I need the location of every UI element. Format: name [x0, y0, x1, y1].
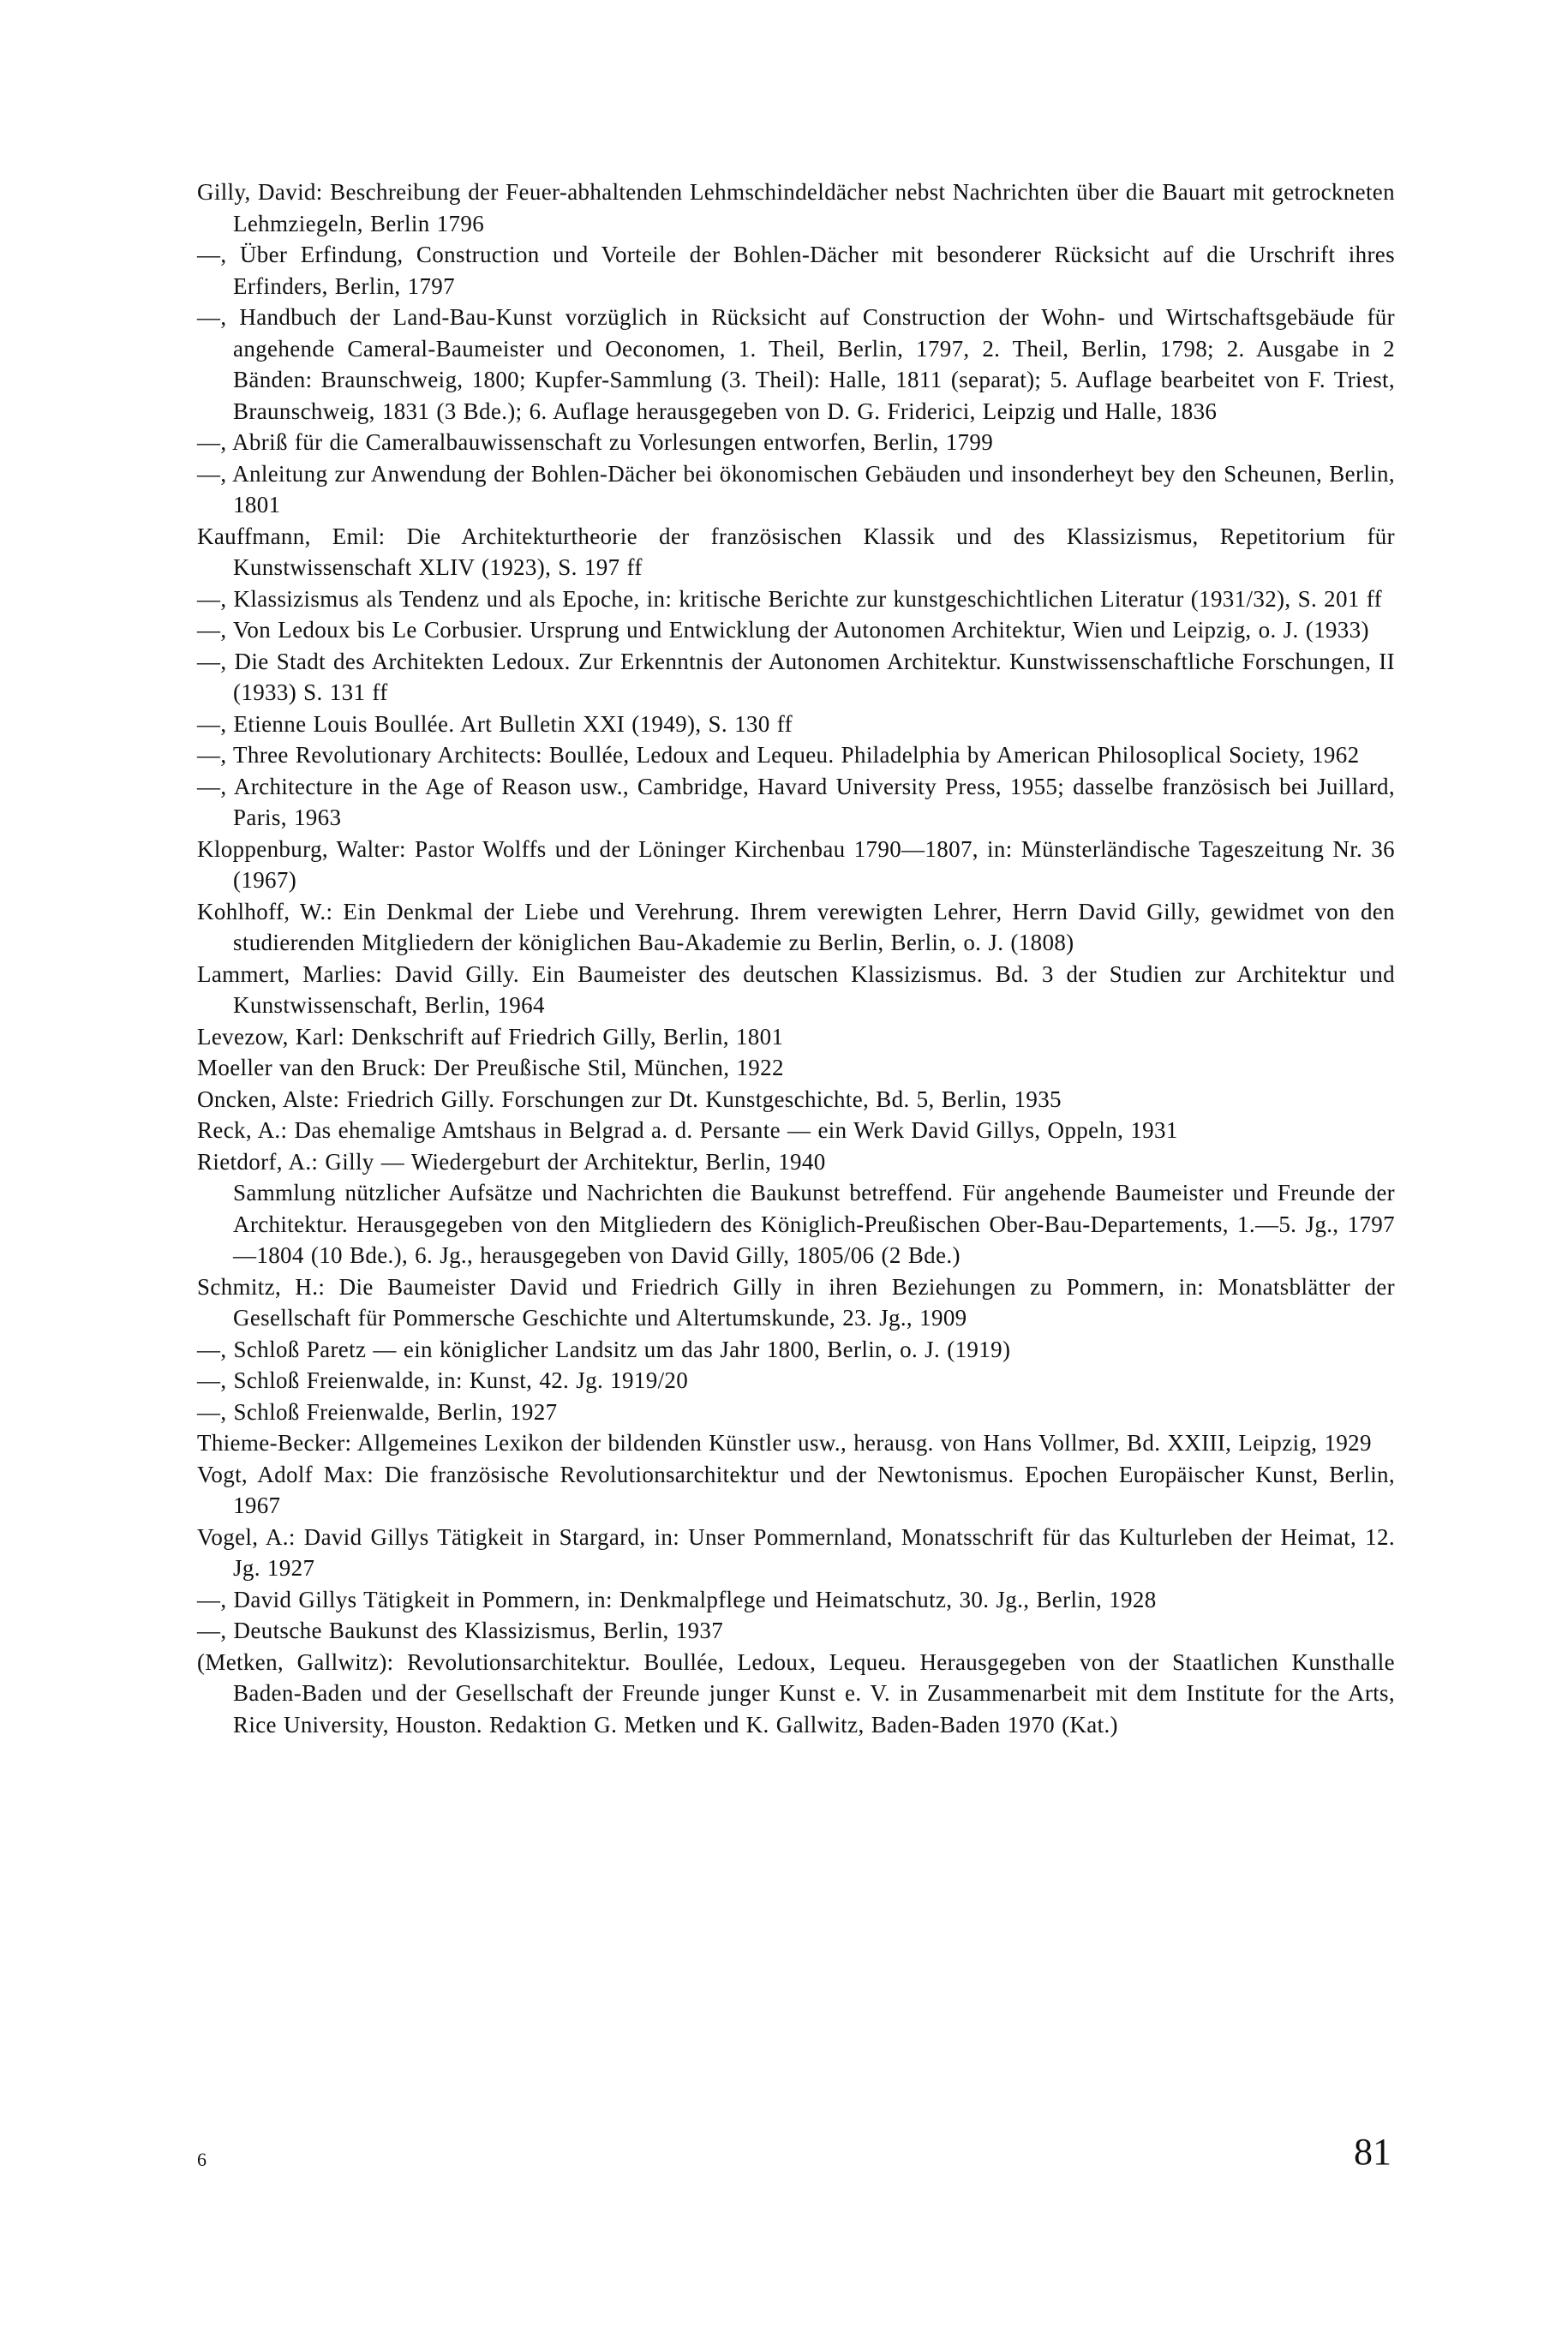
bibliography-entry: Kloppenburg, Walter: Pastor Wolffs und der Löninger Kirchenbau 1790—1807, in: Münsterländische Tageszeitung Nr. 36 (1967)	[197, 835, 1395, 893]
bibliography-entry: —, Von Ledoux bis Le Corbusier. Ursprung und Entwicklung der Autonomen Architektur, Wien und Leipzig, o. J. (1933)	[197, 617, 1369, 643]
bibliography-entry: —, Über Erfindung, Construction und Vorteile der Bohlen-Dächer mit besonderer Rücksicht auf die Urschrift ihres Erfinders, Berlin, 1797	[197, 242, 1395, 299]
bibliography-entry: —, Abriß für die Cameralbauwissenschaft zu Vorlesungen entworfen, Berlin, 1799	[197, 429, 994, 455]
bibliography-entry: Schmitz, H.: Die Baumeister David und Friedrich Gilly in ihren Beziehungen zu Pommern, in: Monatsblätter der Gesellschaft für Pommersche Geschichte und Altertumskunde, 23. Jg., 1909	[197, 1273, 1395, 1331]
bibliography-entry: Oncken, Alste: Friedrich Gilly. Forschungen zur Dt. Kunstgeschichte, Bd. 5, Berlin, 1935	[197, 1086, 1062, 1112]
bibliography-entry: —, Schloß Freienwalde, in: Kunst, 42. Jg. 1919/20	[197, 1367, 689, 1393]
bibliography-list	[197, 176, 1395, 1740]
bibliography-entry: —, Schloß Freienwalde, Berlin, 1927	[197, 1398, 558, 1425]
bibliography-entry: Lammert, Marlies: David Gilly. Ein Baumeister des deutschen Klassizismus. Bd. 3 der Studien zur Architektur und Kunstwissenschaft, Berlin, 1964	[197, 960, 1395, 1018]
bibliography-entry: —, Deutsche Baukunst des Klassizismus, Berlin, 1937	[197, 1618, 724, 1643]
bibliography-entry: —, Architecture in the Age of Reason usw., Cambridge, Havard University Press, 1955; dasselbe französisch bei Juillard, Paris, 1963	[197, 773, 1395, 830]
bibliography-entry: Vogt, Adolf Max: Die französische Revolutionsarchitektur und der Newtonismus. Epochen Europäischer Kunst, Berlin, 1967	[197, 1461, 1395, 1518]
bibliography-entry: —, Klassizismus als Tendenz und als Epoche, in: kritische Berichte zur kunstgeschichtlichen Literatur (1931/32), S. 201 ff	[197, 585, 1383, 612]
bibliography-entry: Thieme-Becker: Allgemeines Lexikon der bildenden Künstler usw., herausg. von Hans Vollmer, Bd. XXIII, Leipzig, 1929	[197, 1430, 1372, 1456]
bibliography-entry: —, Handbuch der Land-Bau-Kunst vorzüglich in Rücksicht auf Construction der Wohn- und Wirtschaftsgebäude für angehende Cameral-Baumeister und Oeconomen, 1. Theil, Berlin, 1797, 2. Theil, Berlin, 1798; 2. Ausgabe in 2 Bänden: Braunschweig, 1800; Kupfer-Sammlung (3. Theil): Halle, 1811 (separat); 5. Auflage bearbeitet von F. Triest, Braunschweig, 1831 (3 Bde.); 6. Auflage herausgegeben von D. G. Friderici, Leipzig und Halle, 1836	[197, 304, 1395, 424]
bibliography-entry: Vogel, A.: David Gillys Tätigkeit in Stargard, in: Unser Pommernland, Monatsschrift für das Kulturleben der Heimat, 12. Jg. 1927	[197, 1523, 1395, 1581]
bibliography-entry: —, Die Stadt des Architekten Ledoux. Zur Erkenntnis der Autonomen Architektur. Kunstwissenschaftliche Forschungen, II (1933) S. 131 ff	[197, 648, 1395, 705]
bibliography-entry: (Metken, Gallwitz): Revolutionsarchitektur. Boullée, Ledoux, Lequeu. Herausgegeben von der Staatlichen Kunsthalle Baden-Baden und der Gesellschaft der Freunde junger Kunst e. V. in Zusammenarbeit mit dem Institute for the Arts, Rice University, Houston. Redaktion G. Metken und K. Gallwitz, Baden-Baden 1970 (Kat.)	[197, 1648, 1395, 1738]
bibliography-entry: Kauffmann, Emil: Die Architekturtheorie der französischen Klassik und des Klassizismus, Repetitorium für Kunstwissenschaft XLIV (1923), S. 197 ff	[197, 523, 1395, 580]
bibliography-entry: Sammlung nützlicher Aufsätze und Nachrichten die Baukunst betreffend. Für angehende Baumeister und Freunde der Architektur. Herausgegeben von den Mitgliedern des Königlich-Preußischen Ober-Bau-Departements, 1.—5. Jg., 1797—1804 (10 Bde.), 6. Jg., herausgegeben von David Gilly, 1805/06 (2 Bde.)	[233, 1180, 1395, 1268]
bibliography-entry: —, Three Revolutionary Architects: Boullée, Ledoux and Lequeu. Philadelphia by American Philosoplical Society, 1962	[197, 742, 1360, 768]
page-number: 81	[1354, 2131, 1391, 2173]
bibliography-entry: —, Anleitung zur Anwendung der Bohlen-Dächer bei ökonomischen Gebäuden und insonderheyt bey den Scheunen, Berlin, 1801	[197, 460, 1395, 517]
bibliography-entry: Rietdorf, A.: Gilly — Wiedergeburt der Architektur, Berlin, 1940	[197, 1148, 826, 1175]
bibliography-entry: Moeller van den Bruck: Der Preußische Stil, München, 1922	[197, 1055, 784, 1080]
bibliography-entry: Levezow, Karl: Denkschrift auf Friedrich Gilly, Berlin, 1801	[197, 1023, 784, 1050]
bibliography-entry: —, Etienne Louis Boullée. Art Bulletin XXI (1949), S. 130 ff	[197, 710, 793, 737]
bibliography-entry: Reck, A.: Das ehemalige Amtshaus in Belgrad a. d. Persante — ein Werk David Gillys, Oppeln, 1931	[197, 1117, 1178, 1143]
bibliography-entry: Gilly, David: Beschreibung der Feuer-abhaltenden Lehmschindeldächer nebst Nachrichten über die Bauart mit getrockneten Lehmziegeln, Berlin 1796	[197, 179, 1395, 236]
bibliography-entry: —, Schloß Paretz — ein königlicher Landsitz um das Jahr 1800, Berlin, o. J. (1919)	[197, 1336, 1011, 1362]
bibliography-entry: Kohlhoff, W.: Ein Denkmal der Liebe und Verehrung. Ihrem verewigten Lehrer, Herrn David Gilly, gewidmet von den studierenden Mitgliedern der königlichen Bau-Akademie zu Berlin, Berlin, o. J. (1808)	[197, 898, 1395, 955]
bibliography-entry: —, David Gillys Tätigkeit in Pommern, in: Denkmalpflege und Heimatschutz, 30. Jg., Berlin, 1928	[197, 1586, 1157, 1612]
signature-mark: 6	[197, 2149, 206, 2170]
